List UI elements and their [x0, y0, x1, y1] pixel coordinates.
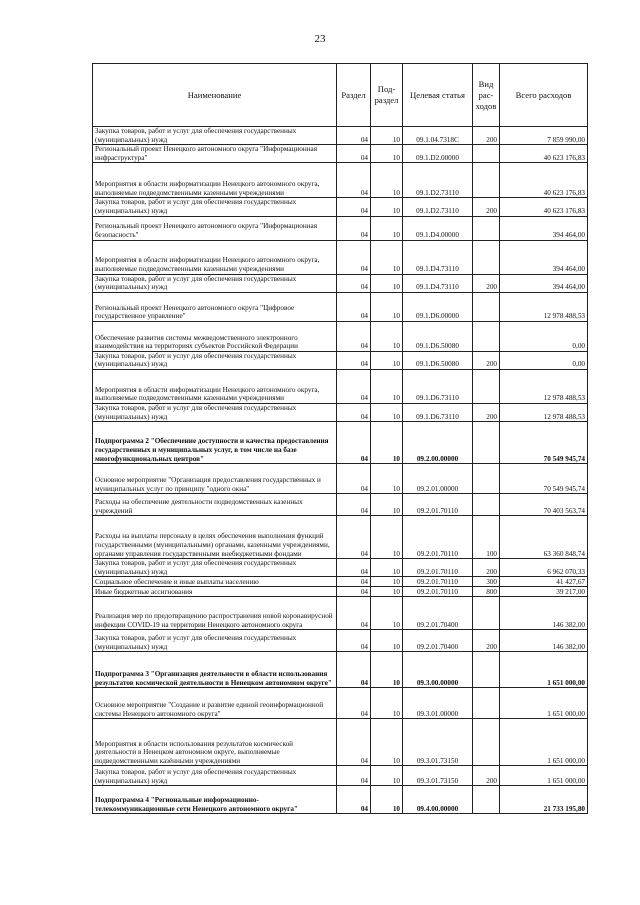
row-total: 1 651 000,00 [500, 652, 588, 688]
table-row [93, 274, 588, 292]
row-name: Основное мероприятие "Организация предоставления государственных и муниципальных услуг по принципу "одного окна" [93, 464, 337, 494]
row-subsection: 10 [371, 719, 403, 766]
row-name: Закупка товаров, работ и услуг для обеспечения государственных (муниципальных) нужд [93, 630, 337, 652]
table-row [93, 163, 588, 198]
row-section: 04 [337, 403, 371, 421]
row-type [473, 719, 500, 766]
row-target: 09.1.D2.73110 [403, 163, 473, 198]
row-type: 300 [473, 577, 500, 587]
row-type: 200 [473, 559, 500, 577]
row-name: Подпрограмма 4 "Региональные информационно-телекоммуникационные сети Ненецкого автономного округа" [93, 786, 337, 814]
row-subsection: 10 [371, 516, 403, 559]
row-total: 70 403 563,74 [500, 494, 588, 516]
row-target: 09.4.00.00000 [403, 786, 473, 814]
table-row [93, 369, 588, 403]
row-name: Мероприятия в области информатизации Ненецкого автономного округа, выполняемые подведомственными казенными учреждениями [93, 163, 337, 198]
row-name: Мероприятия в области информатизации Ненецкого автономного округа, выполняемые подведомственными казенными учреждениями [93, 369, 337, 403]
row-target: 09.3.00.00000 [403, 652, 473, 688]
row-subsection: 10 [371, 630, 403, 652]
row-total: 7 859 990,00 [500, 127, 588, 145]
row-section: 04 [337, 216, 371, 240]
row-section: 04 [337, 127, 371, 145]
row-total: 40 623 176,83 [500, 163, 588, 198]
row-total: 39 217,00 [500, 587, 588, 597]
table-row [93, 351, 588, 369]
row-subsection: 10 [371, 422, 403, 464]
row-total: 1 651 000,00 [500, 719, 588, 766]
row-type [473, 369, 500, 403]
row-type: 200 [473, 351, 500, 369]
table-row [93, 630, 588, 652]
row-subsection: 10 [371, 577, 403, 587]
row-subsection: 10 [371, 786, 403, 814]
table-row [93, 198, 588, 216]
row-total: 146 382,00 [500, 630, 588, 652]
table-row [93, 127, 588, 145]
row-name: Закупка товаров, работ и услуг для обеспечения государственных (муниципальных) нужд [93, 559, 337, 577]
row-total: 40 623 176,83 [500, 198, 588, 216]
row-section: 04 [337, 719, 371, 766]
row-type [473, 652, 500, 688]
row-section: 04 [337, 688, 371, 719]
row-section: 04 [337, 369, 371, 403]
row-subsection: 10 [371, 274, 403, 292]
table-body [93, 127, 588, 814]
row-subsection: 10 [371, 127, 403, 145]
row-name: Региональный проект Ненецкого автономного округа "Цифровое государственное управление" [93, 292, 337, 321]
row-total: 40 623 176,83 [500, 145, 588, 163]
table-row [93, 145, 588, 163]
row-section: 04 [337, 321, 371, 351]
row-name: Обеспечение развития системы межведомственного электронного взаимодействия на территориях субъектов Российской Федерации [93, 321, 337, 351]
row-subsection: 10 [371, 559, 403, 577]
table-row [93, 494, 588, 516]
row-target: 09.1.D2.00000 [403, 145, 473, 163]
header-name: Наименование [93, 64, 337, 127]
row-name: Иные бюджетные ассигнования [93, 587, 337, 597]
row-type [473, 163, 500, 198]
table-row [93, 688, 588, 719]
row-total: 63 360 848,74 [500, 516, 588, 559]
row-target: 09.2.01.70110 [403, 559, 473, 577]
row-section: 04 [337, 516, 371, 559]
row-section: 04 [337, 163, 371, 198]
table-row [93, 786, 588, 814]
row-type: 100 [473, 516, 500, 559]
row-name: Реализация мер по предотвращению распространения новой коронавирусной инфекции COVID-19 на территории Ненецкого автономного округа [93, 597, 337, 630]
row-subsection: 10 [371, 216, 403, 240]
row-type [473, 240, 500, 274]
row-name: Закупка товаров, работ и услуг для обеспечения государственных (муниципальных) нужд [93, 274, 337, 292]
table-row [93, 422, 588, 464]
row-target: 09.2.00.00000 [403, 422, 473, 464]
row-subsection: 10 [371, 766, 403, 786]
row-section: 04 [337, 464, 371, 494]
row-target: 09.3.01.00000 [403, 688, 473, 719]
row-total: 41 427,67 [500, 577, 588, 587]
row-target: 09.1.04.7318C [403, 127, 473, 145]
row-target: 09.3.01.73150 [403, 719, 473, 766]
page-number: 23 [314, 33, 326, 45]
row-name: Расходы на обеспечение деятельности подведомственных казенных учреждений [93, 494, 337, 516]
row-subsection: 10 [371, 464, 403, 494]
row-subsection: 10 [371, 597, 403, 630]
row-target: 09.2.01.70110 [403, 587, 473, 597]
row-type: 200 [473, 127, 500, 145]
header-type: Вид рас-ходов [473, 64, 500, 127]
table-row [93, 464, 588, 494]
row-section: 04 [337, 198, 371, 216]
row-name: Закупка товаров, работ и услуг для обеспечения государственных (муниципальных) нужд [93, 127, 337, 145]
row-total: 146 382,00 [500, 597, 588, 630]
header-total: Всего расходов [500, 64, 588, 127]
row-section: 04 [337, 786, 371, 814]
table-header-row [93, 64, 588, 127]
row-type [473, 786, 500, 814]
row-section: 04 [337, 494, 371, 516]
row-type: 200 [473, 274, 500, 292]
row-subsection: 10 [371, 163, 403, 198]
row-type: 800 [473, 587, 500, 597]
row-total: 21 733 195,80 [500, 786, 588, 814]
row-type [473, 494, 500, 516]
row-target: 09.1.D6.00000 [403, 292, 473, 321]
row-subsection: 10 [371, 351, 403, 369]
table-row [93, 597, 588, 630]
row-name: Региональный проект Ненецкого автономного округа "Информационная инфраструктура" [93, 145, 337, 163]
row-type: 200 [473, 766, 500, 786]
row-total: 394 464,00 [500, 274, 588, 292]
row-type [473, 464, 500, 494]
row-type [473, 422, 500, 464]
table-row [93, 587, 588, 597]
row-subsection: 10 [371, 145, 403, 163]
row-subsection: 10 [371, 292, 403, 321]
row-name: Закупка товаров, работ и услуг для обеспечения государственных (муниципальных) нужд [93, 351, 337, 369]
row-total: 0,00 [500, 321, 588, 351]
row-target: 09.1.D6.50080 [403, 351, 473, 369]
row-subsection: 10 [371, 369, 403, 403]
row-section: 04 [337, 652, 371, 688]
row-target: 09.2.01.70110 [403, 577, 473, 587]
row-type: 200 [473, 403, 500, 421]
row-total: 1 651 000,00 [500, 766, 588, 786]
table-row [93, 403, 588, 421]
row-total: 12 978 488,53 [500, 403, 588, 421]
row-total: 0,00 [500, 351, 588, 369]
row-target: 09.1.D6.73110 [403, 403, 473, 421]
row-name: Мероприятия в области использования результатов космической деятельности в Ненецком автономном округе, выполняемые подведомственными казёнными учреждениями [93, 719, 337, 766]
table-row [93, 292, 588, 321]
row-name: Закупка товаров, работ и услуг для обеспечения государственных (муниципальных) нужд [93, 403, 337, 421]
header-target: Целевая статья [403, 64, 473, 127]
row-total: 70 549 945,74 [500, 464, 588, 494]
row-name: Подпрограмма 3 "Организация деятельности в области использования результатов космической деятельности в Ненецком автономном округе" [93, 652, 337, 688]
row-section: 04 [337, 577, 371, 587]
row-section: 04 [337, 559, 371, 577]
row-total: 70 549 945,74 [500, 422, 588, 464]
table-row [93, 766, 588, 786]
table-row [93, 240, 588, 274]
row-type [473, 216, 500, 240]
row-name: Региональный проект Ненецкого автономного округа "Информационная безопасность" [93, 216, 337, 240]
row-target: 09.1.D4.00000 [403, 216, 473, 240]
header-subsection: Под-раздел [371, 64, 403, 127]
row-section: 04 [337, 766, 371, 786]
row-name: Основное мероприятие "Создание и развитие единой геоинформационной системы Ненецкого автономного округа" [93, 688, 337, 719]
table-row [93, 559, 588, 577]
row-total: 12 978 488,53 [500, 369, 588, 403]
row-total: 12 978 488,53 [500, 292, 588, 321]
row-target: 09.1.D6.50080 [403, 321, 473, 351]
row-name: Расходы на выплаты персоналу в целях обеспечения выполнения функций государственными (муниципальными) органами, казенными учреждениями, органами управления государственными внебюджетными фондами [93, 516, 337, 559]
table-row [93, 577, 588, 587]
row-target: 09.2.01.00000 [403, 464, 473, 494]
row-total: 1 651 000,00 [500, 688, 588, 719]
row-name: Социальное обеспечение и иные выплаты населению [93, 577, 337, 587]
row-subsection: 10 [371, 494, 403, 516]
row-target: 09.1.D4.73110 [403, 240, 473, 274]
row-type: 200 [473, 630, 500, 652]
row-target: 09.1.D6.73110 [403, 369, 473, 403]
row-type [473, 292, 500, 321]
row-section: 04 [337, 274, 371, 292]
row-subsection: 10 [371, 403, 403, 421]
row-name: Закупка товаров, работ и услуг для обеспечения государственных (муниципальных) нужд [93, 766, 337, 786]
table-row [93, 321, 588, 351]
row-subsection: 10 [371, 321, 403, 351]
row-type [473, 688, 500, 719]
table-row [93, 516, 588, 559]
row-name: Подпрограмма 2 "Обеспечение доступности и качества предоставления государственных и муниципальных услуг, в том числе на базе многофункциональных центров" [93, 422, 337, 464]
row-total: 6 962 070,33 [500, 559, 588, 577]
row-target: 09.1.D2.73110 [403, 198, 473, 216]
row-target: 09.2.01.70400 [403, 630, 473, 652]
table-row [93, 216, 588, 240]
row-total: 394 464,00 [500, 240, 588, 274]
row-subsection: 10 [371, 240, 403, 274]
row-section: 04 [337, 630, 371, 652]
row-name: Закупка товаров, работ и услуг для обеспечения государственных (муниципальных) нужд [93, 198, 337, 216]
row-target: 09.2.01.70110 [403, 516, 473, 559]
header-section: Раздел [337, 64, 371, 127]
table-row [93, 652, 588, 688]
row-subsection: 10 [371, 652, 403, 688]
row-subsection: 10 [371, 198, 403, 216]
row-target: 09.1.D4.73110 [403, 274, 473, 292]
row-target: 09.2.01.70400 [403, 597, 473, 630]
row-section: 04 [337, 240, 371, 274]
row-section: 04 [337, 587, 371, 597]
table-row [93, 719, 588, 766]
row-subsection: 10 [371, 587, 403, 597]
row-section: 04 [337, 292, 371, 321]
row-target: 09.2.01.70110 [403, 494, 473, 516]
row-total: 394 464,00 [500, 216, 588, 240]
row-section: 04 [337, 597, 371, 630]
row-type [473, 597, 500, 630]
row-target: 09.3.01.73150 [403, 766, 473, 786]
budget-table [92, 63, 588, 814]
row-type [473, 145, 500, 163]
row-subsection: 10 [371, 688, 403, 719]
row-type [473, 321, 500, 351]
row-section: 04 [337, 422, 371, 464]
row-name: Мероприятия в области информатизации Ненецкого автономного округа, выполняемые подведомственными казенными учреждениями [93, 240, 337, 274]
row-section: 04 [337, 145, 371, 163]
row-type: 200 [473, 198, 500, 216]
row-section: 04 [337, 351, 371, 369]
